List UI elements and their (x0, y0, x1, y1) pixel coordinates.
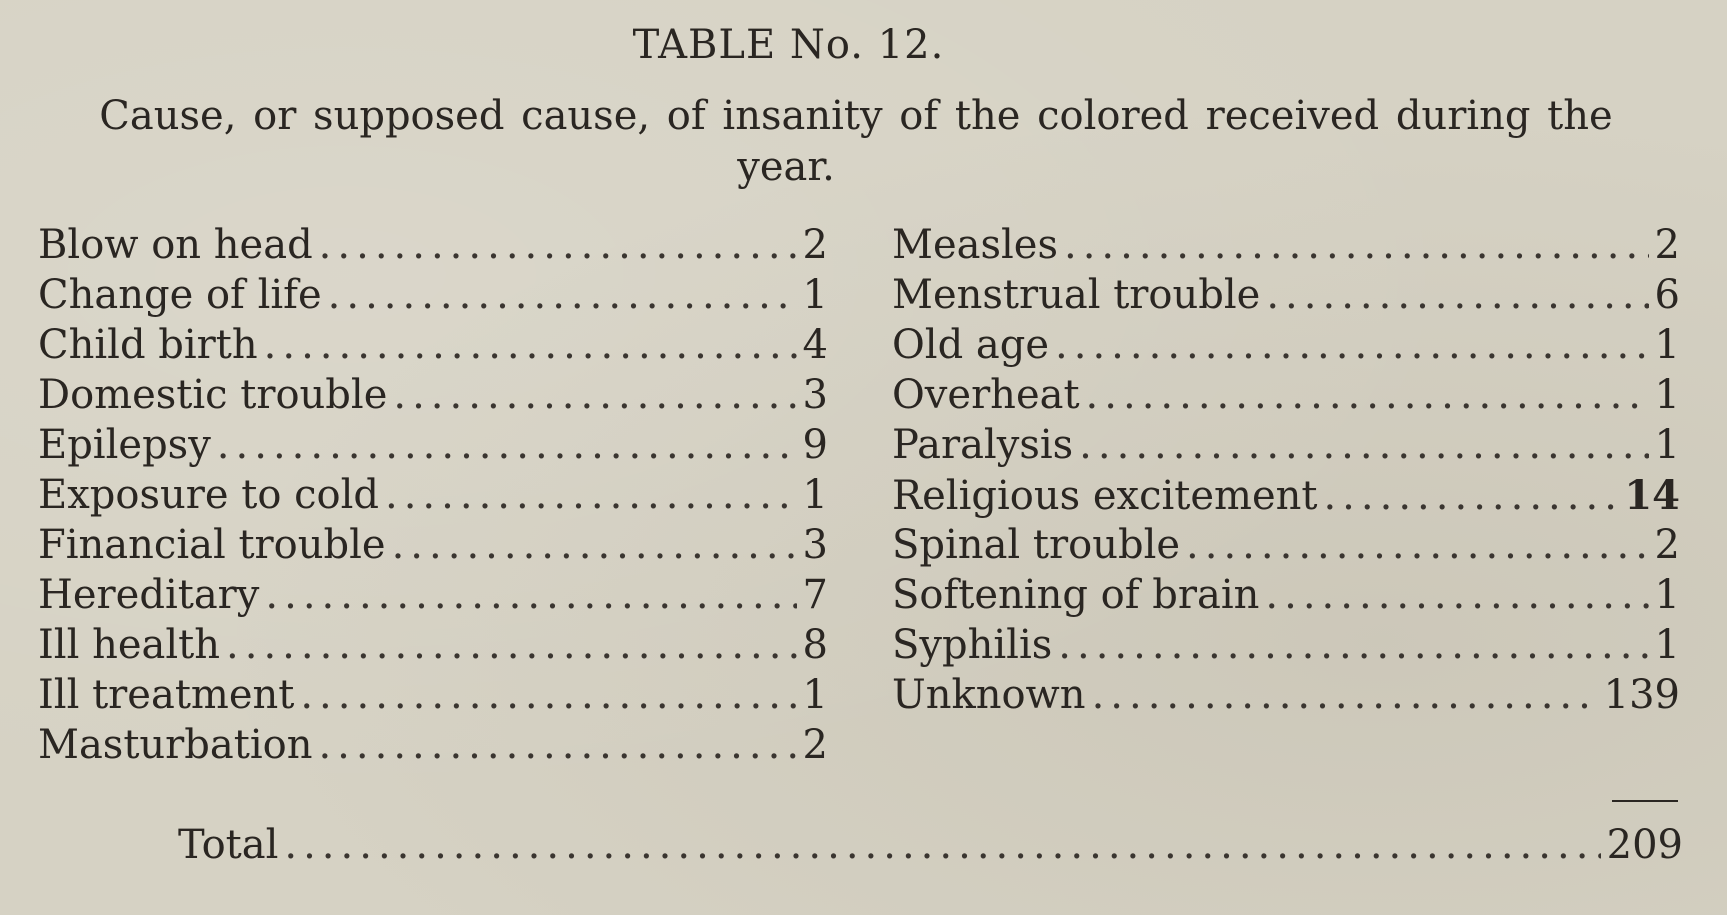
cause-count: 2 (802, 722, 828, 768)
cause-count: 1 (1654, 572, 1680, 618)
leader-dots (392, 522, 797, 568)
cause-label: Blow on head (38, 222, 313, 268)
cause-label: Change of life (38, 272, 322, 318)
right-row-3 (892, 322, 1680, 372)
cause-label: Menstrual trouble (892, 272, 1261, 318)
cause-count: 6 (1654, 272, 1680, 318)
cause-count: 1 (802, 672, 828, 718)
right-row-6 (892, 472, 1680, 522)
leader-dots (1266, 272, 1648, 318)
leader-dots (1186, 522, 1649, 568)
leader-dots (1086, 372, 1649, 418)
cause-count: 2 (1654, 522, 1680, 568)
cause-label: Exposure to cold (38, 472, 379, 518)
right-row-7 (892, 522, 1680, 572)
left-row-5 (38, 422, 828, 472)
cause-count: 9 (802, 422, 828, 468)
right-row-4 (892, 372, 1680, 422)
left-row-9 (38, 622, 828, 672)
total-count: 209 (1606, 822, 1683, 868)
cause-count: 14 (1624, 472, 1680, 519)
right-row-8 (892, 572, 1680, 622)
left-row-1 (38, 222, 828, 272)
cause-count: 3 (802, 522, 828, 568)
right-row-5 (892, 422, 1680, 472)
cause-label: Masturbation (38, 722, 313, 768)
left-row-3 (38, 322, 828, 372)
cause-count: 2 (802, 222, 828, 268)
sum-rule (1612, 800, 1678, 802)
cause-label: Domestic trouble (38, 372, 388, 418)
right-row-9 (892, 622, 1680, 672)
cause-label: Ill health (38, 622, 221, 668)
cause-label: Paralysis (892, 422, 1074, 468)
cause-count: 1 (1654, 422, 1680, 468)
cause-count: 7 (802, 572, 828, 618)
leader-dots (226, 622, 797, 668)
leader-dots (1058, 622, 1648, 668)
leader-dots (393, 372, 796, 418)
cause-count: 2 (1654, 222, 1680, 268)
cause-label: Old age (892, 322, 1050, 368)
leader-dots (217, 422, 797, 468)
leader-dots (319, 222, 797, 268)
cause-label: Unknown (892, 672, 1086, 718)
left-row-7 (38, 522, 828, 572)
cause-label: Hereditary (38, 572, 260, 618)
cause-count: 139 (1603, 672, 1680, 718)
cause-count: 8 (802, 622, 828, 668)
total-row (178, 822, 1683, 872)
leader-dots (328, 272, 797, 318)
right-row-10 (892, 672, 1680, 722)
table-caption-continued-text: year. (737, 144, 835, 190)
cause-label: Measles (892, 222, 1058, 268)
leader-dots (1092, 672, 1598, 718)
total-label: Total (178, 822, 279, 868)
cause-label: Softening of brain (892, 572, 1260, 618)
left-row-10 (38, 672, 828, 722)
right-row-2 (892, 272, 1680, 322)
cause-count: 1 (1654, 322, 1680, 368)
leader-dots (1055, 322, 1649, 368)
cause-label: Overheat (892, 372, 1080, 418)
right-row-1 (892, 222, 1680, 272)
cause-count: 1 (802, 272, 828, 318)
cause-count: 3 (802, 372, 828, 418)
left-row-4 (38, 372, 828, 422)
leader-dots (1265, 572, 1648, 618)
leader-dots (1064, 222, 1649, 268)
cause-label: Religious excitement (892, 473, 1318, 519)
cause-count: 1 (1654, 622, 1680, 668)
table-caption-continued (0, 144, 1727, 190)
cause-label: Spinal trouble (892, 522, 1181, 568)
table-title-text: TABLE No. 12. (632, 22, 945, 68)
cause-label: Ill treatment (38, 672, 295, 718)
cause-label: Epilepsy (38, 422, 211, 468)
leader-dots (265, 572, 796, 618)
cause-label: Child birth (38, 322, 258, 368)
left-row-6 (38, 472, 828, 522)
cause-count: 4 (802, 322, 828, 368)
left-row-11 (38, 722, 828, 772)
leader-dots (264, 322, 797, 368)
left-row-8 (38, 572, 828, 622)
leader-dots (1079, 422, 1648, 468)
table-caption: Cause, or supposed cause, of insanity of the colored received during the (99, 93, 1613, 139)
leader-dots (300, 672, 796, 718)
cause-label: Syphilis (892, 622, 1053, 668)
left-row-2 (38, 272, 828, 322)
cause-count: 1 (802, 472, 828, 518)
leader-dots (1323, 473, 1618, 519)
leader-dots (385, 472, 797, 518)
cause-label: Financial trouble (38, 522, 386, 568)
table-title (0, 22, 1727, 68)
leader-dots (318, 722, 796, 768)
leader-dots (284, 822, 1600, 868)
cause-count: 1 (1654, 372, 1680, 418)
